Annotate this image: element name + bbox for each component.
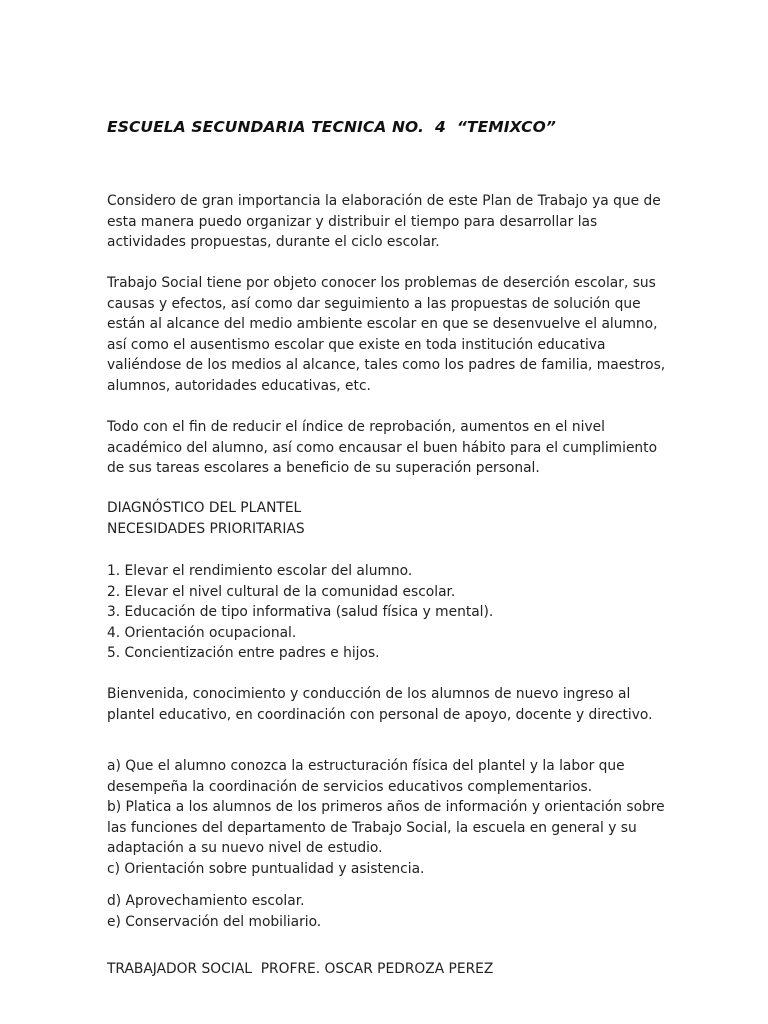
list-item: 2. Elevar el nivel cultural de la comunidad escolar. [107, 583, 456, 600]
list-item: e) Conservación del mobiliario. [107, 913, 322, 930]
intro-line: actividades propuestas, durante el ciclo escolar. [107, 234, 440, 251]
intro-line: Considero de gran importancia la elaboración de este Plan de Trabajo ya que de [107, 193, 661, 209]
priorities-heading: NECESIDADES PRIORITARIAS [107, 520, 305, 537]
document-title: ESCUELA SECUNDARIA TECNICA NO. 4 “TEMIXCO” [107, 118, 556, 136]
objective-line: están al alcance del medio ambiente escolar en que se desenvuelve el alumno, [107, 316, 658, 333]
purpose-line: académico del alumno, así como encausar el buen hábito para el cumplimiento [107, 439, 658, 456]
welcome-paragraph [107, 684, 653, 725]
needs-list [107, 561, 493, 664]
objective-paragraph [107, 273, 665, 397]
activities-list-continued [107, 891, 321, 932]
intro-paragraph [107, 191, 661, 253]
list-item: adaptación a su nuevo nivel de estudio. [107, 840, 383, 857]
objective-line: valiéndose de los medios al alcance, tales como los padres de familia, maestros, [107, 357, 666, 374]
list-item: 5. Concientización entre padres e hijos. [107, 645, 380, 662]
diagnostic-heading: DIAGNÓSTICO DEL PLANTEL [107, 500, 302, 516]
list-item: d) Aprovechamiento escolar. [107, 893, 305, 909]
welcome-line: Bienvenida, conocimiento y conducción de los alumnos de nuevo ingreso al [107, 686, 631, 702]
purpose-line: Todo con el fin de reducir el índice de reprobación, aumentos en el nivel [107, 419, 605, 435]
objective-line: alumnos, autoridades educativas, etc. [107, 377, 371, 394]
purpose-line: de sus tareas escolares a beneficio de su superación personal. [107, 460, 540, 477]
list-item: las funciones del departamento de Trabajo Social, la escuela en general y su [107, 819, 637, 836]
objective-line: así como el ausentismo escolar que existe en toda institución educativa [107, 336, 606, 353]
intro-line: esta manera puedo organizar y distribuir el tiempo para desarrollar las [107, 213, 598, 230]
activities-list [107, 756, 665, 880]
welcome-line: plantel educativo, en coordinación con personal de apoyo, docente y directivo. [107, 706, 653, 723]
list-item: 4. Orientación ocupacional. [107, 624, 297, 641]
list-item: b) Platica a los alumnos de los primeros años de información y orientación sobre [107, 799, 665, 816]
purpose-paragraph [107, 417, 657, 479]
signature-line [107, 959, 493, 980]
list-item: a) Que el alumno conozca la estructuración física del plantel y la labor que [107, 758, 625, 774]
list-item: desempeña la coordinación de servicios educativos complementarios. [107, 778, 593, 795]
objective-line: causas y efectos, así como dar seguimiento a las propuestas de solución que [107, 295, 641, 312]
signature-text: TRABAJADOR SOCIAL PROFRE. OSCAR PEDROZA PEREZ [107, 961, 494, 977]
list-item: 3. Educación de tipo informativa (salud física y mental). [107, 604, 494, 621]
section-headings [107, 498, 305, 539]
list-item: c) Orientación sobre puntualidad y asistencia. [107, 860, 425, 877]
objective-line: Trabajo Social tiene por objeto conocer los problemas de deserción escolar, sus [107, 275, 656, 291]
list-item: 1. Elevar el rendimiento escolar del alumno. [107, 563, 413, 579]
